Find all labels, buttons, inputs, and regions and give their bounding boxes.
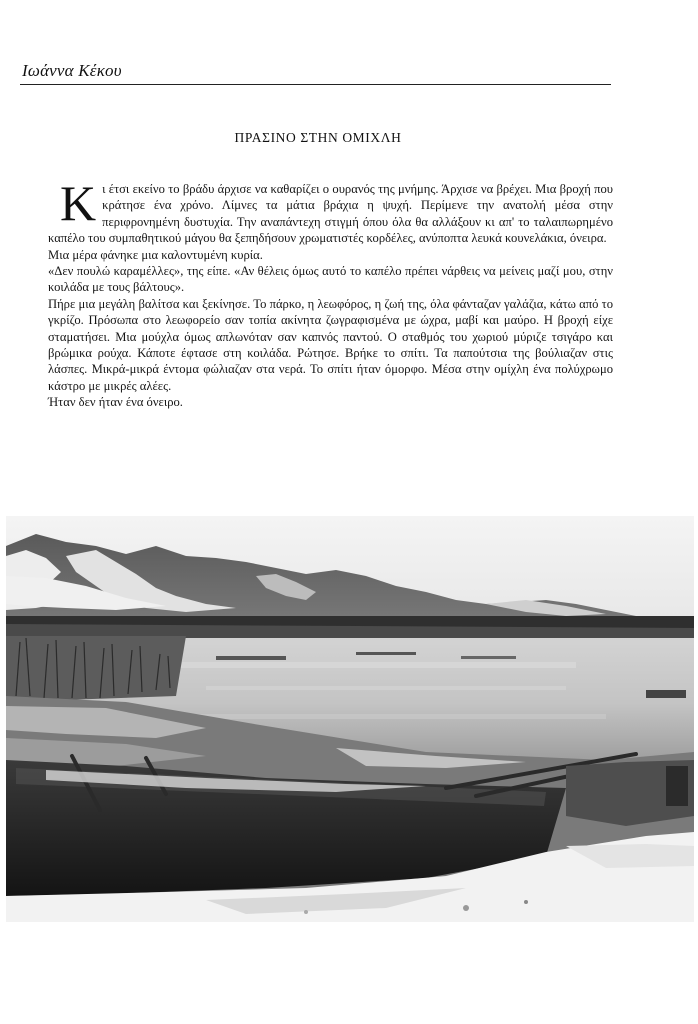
paragraph-5: Ήταν δεν ήταν ένα όνειρο. [48, 395, 183, 410]
paragraph-2: Μια μέρα φάνηκε μια καλοντυμένη κυρία. [48, 247, 263, 262]
photo-illustration [6, 516, 694, 922]
paragraph-1-text: ι έτσι εκείνο το βράδυ άρχισε να καθαρίζει ο ουρανός της μνήμης. Άρχισε να βρέχει. Μια βροχή που κράτησε ένα χρόνο. Λίμνες τα μάτια βράχια η ψυχή. Περίμενε την ανατολή μέσα στην περιφρονημένη δυστυχία. Την αναπάντεχη στιγμή όπου όλα θα αλλάξουν κι απ' το ταλαιπωρημένο καπέλο του συμπαθητικού μάγου θα ξεπηδήσουν χρωματιστές κορδέλες, ανύποπτα λευκά κουνελάκια, όνειρα. [48, 182, 613, 246]
paragraph-4: Πήρε μια μεγάλη βαλίτσα και ξεκίνησε. Το πάρκο, η λεωφόρος, η ζωή της, όλα φάνταζαν γαλάζια, κάτω από το γκρίζο. Πρόσωπα στο λεωφορείο σαν τοπία ακίνητα ζωγραφισμένα με ώχρα, μαβί και μαύρο. Η βροχή είχε σταματήσει. Μια μούχλα όμως απλωνόταν σαν καπνός παντού. Ο σταθμός του χωριού μύριζε τσιγάρο και βρώμικα ρούχα. Κάποτε έφτασε στη κοιλάδα. Ρώτησε. Βρήκε το σπίτι. Τα παπούτσια της βούλιαζαν στις λάσπες. Μικρά-μικρά έντομα φώλιαζαν στα νερά. Το σπίτι ήταν όμορφο. Μέσα στην ομίχλη ένα πολύχρωμο κάστρο με μικρές αλέες. [48, 296, 613, 393]
article-title: ΠΡΑΣΙΝΟ ΣΤΗΝ ΟΜΙΧΛΗ [234, 130, 402, 145]
article-body [48, 175, 613, 411]
drop-cap: Κ [60, 175, 97, 231]
running-header-author: Ιωάννα Κέκου [22, 61, 122, 80]
landscape-photo [6, 516, 694, 922]
paragraph-3: «Δεν πουλώ καραμέλλες», της είπε. «Αν θέλεις όμως αυτό το καπέλο πρέπει νάρθεις να μείνεις μαζί μου, στην κοιλάδα με τους βάλτους». [48, 264, 613, 295]
paragraph-1 [48, 175, 613, 247]
header-divider [20, 84, 611, 85]
